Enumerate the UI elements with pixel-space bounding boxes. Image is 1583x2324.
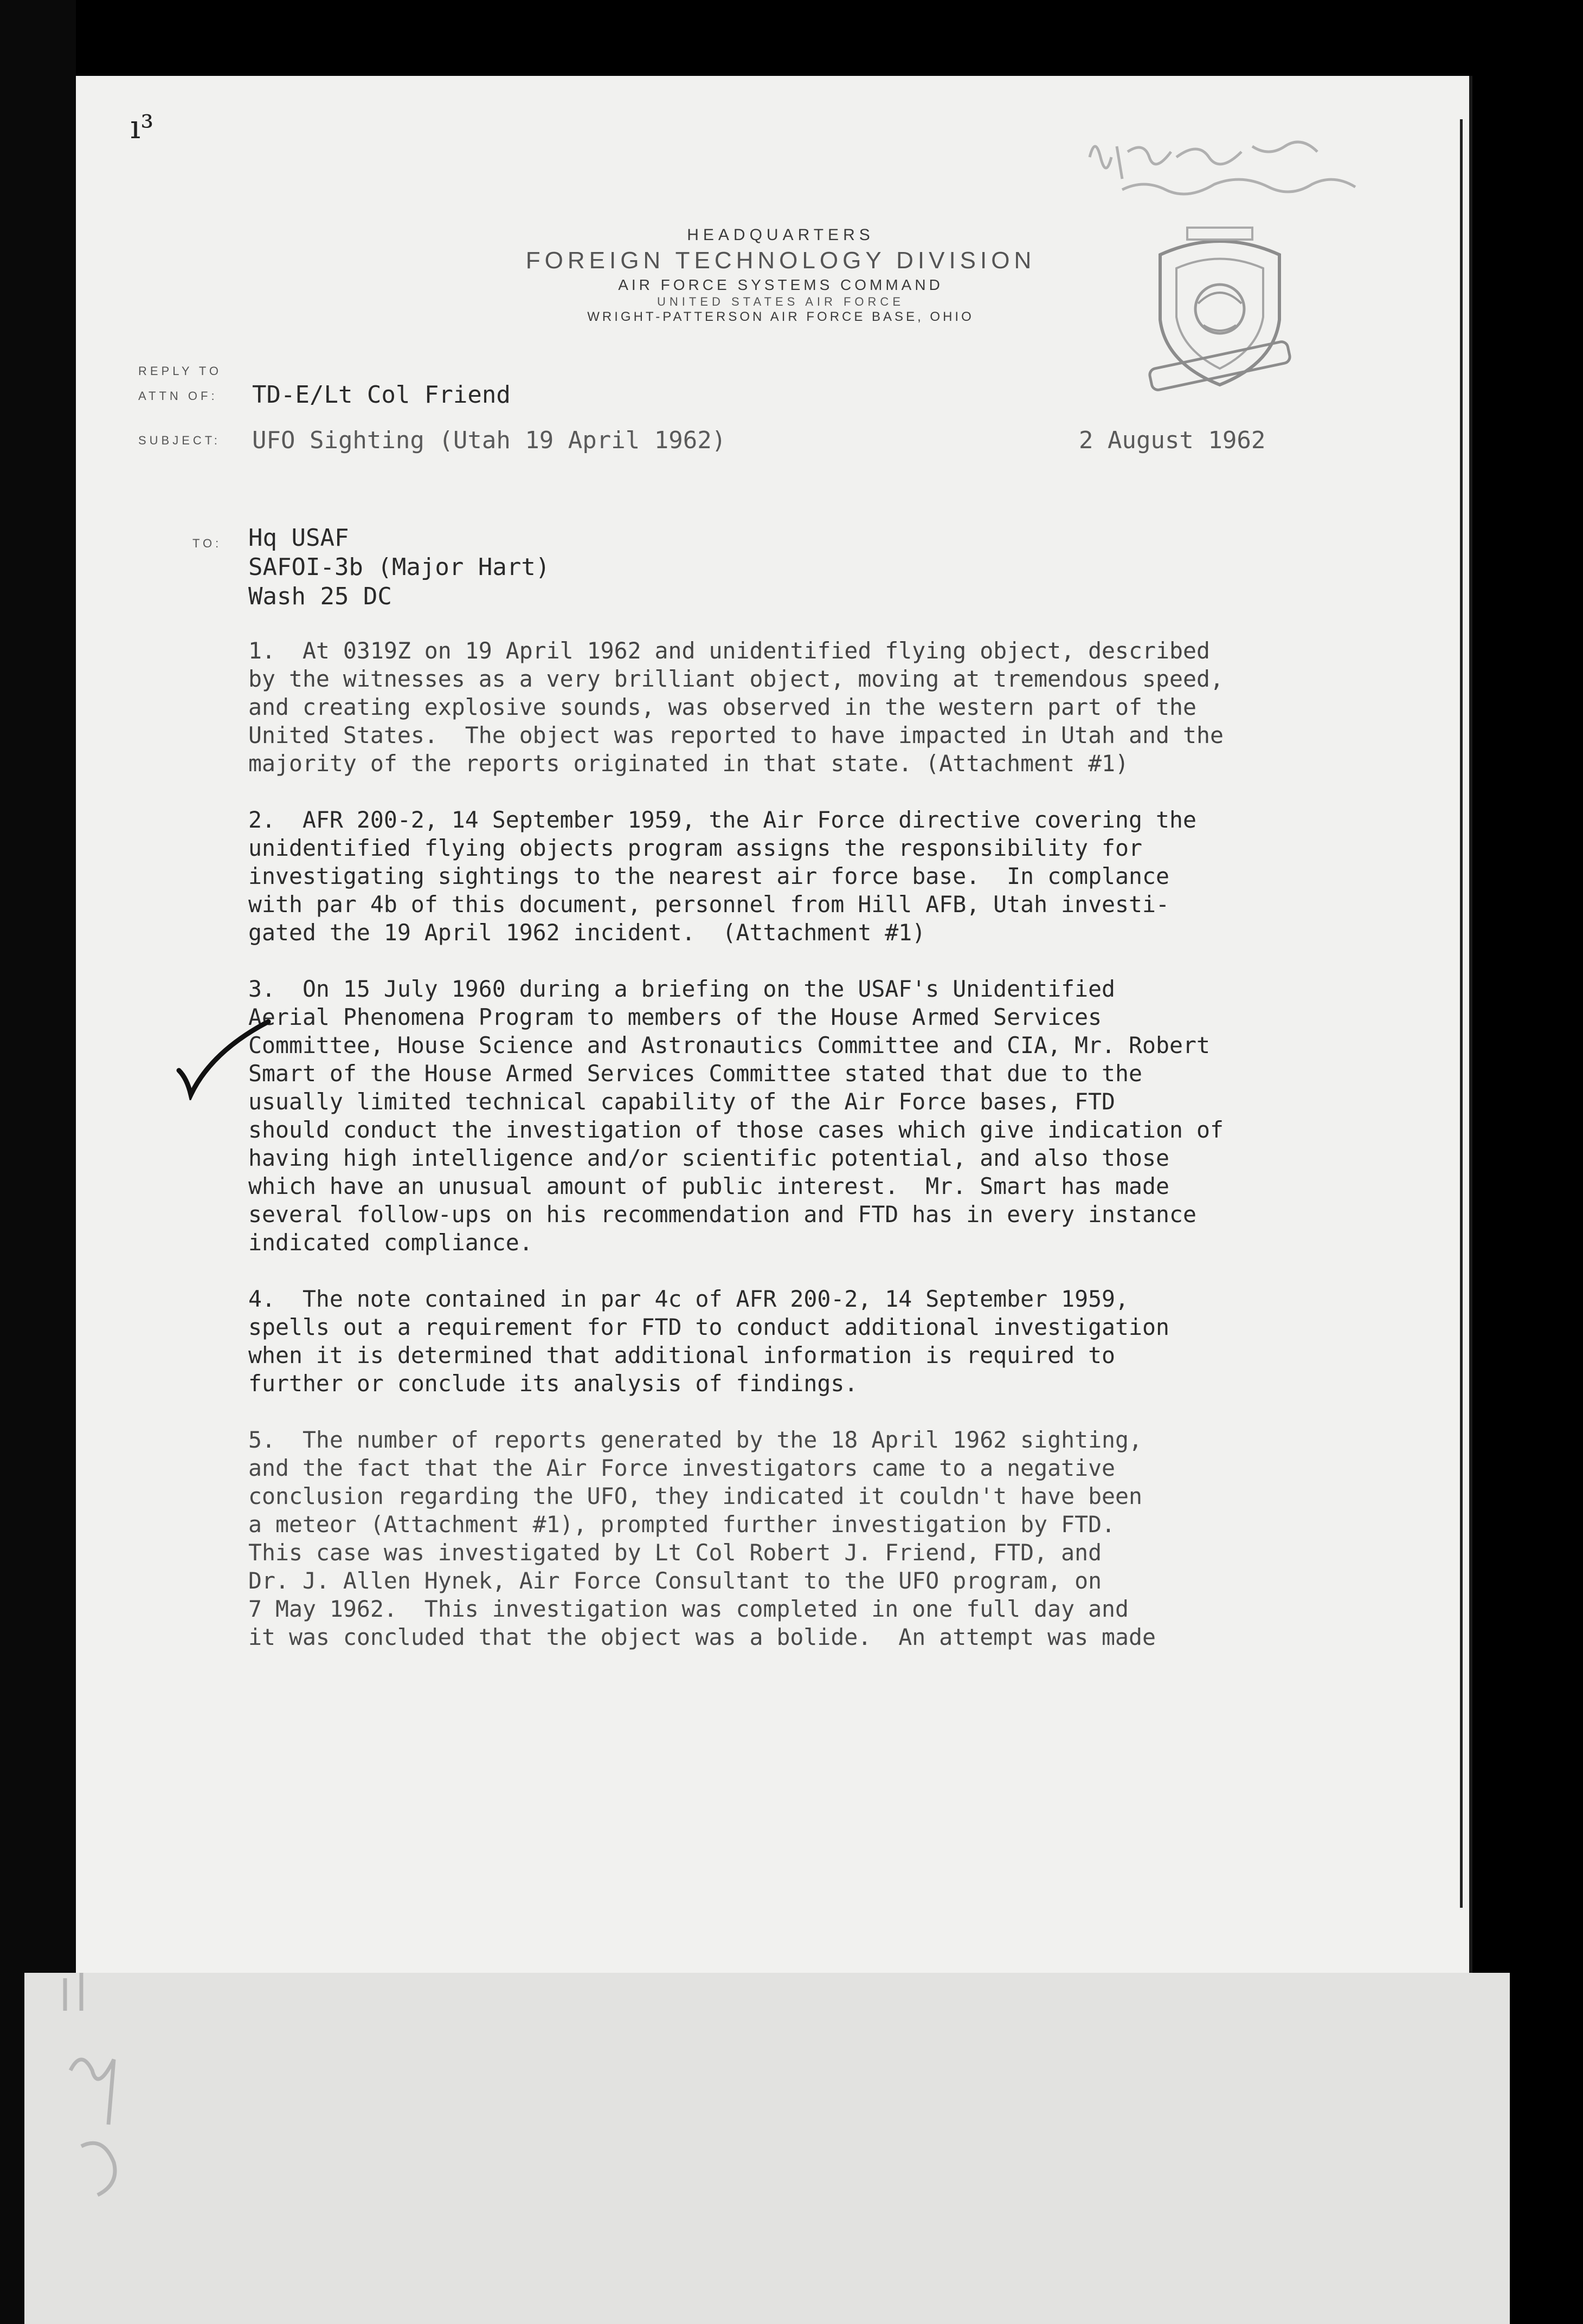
text-line: with par 4b of this document, personnel from Hill AFB, Utah investi-: [248, 891, 1169, 918]
text-line: conclusion regarding the UFO, they indicated it couldn't have been: [248, 1483, 1143, 1509]
text-line: a meteor (Attachment #1), prompted further investigation by FTD.: [248, 1511, 1116, 1538]
text-line: by the witnesses as a very brilliant object, moving at tremendous speed,: [248, 666, 1224, 692]
attn-of-label: ATTN OF:: [138, 389, 218, 403]
text-line: gated the 19 April 1962 incident. (Attachment #1): [248, 919, 926, 946]
page-edge-rule: [1460, 119, 1463, 1908]
text-line: usually limited technical capability of the Air Force bases, FTD: [248, 1088, 1116, 1115]
text-line: which have an unusual amount of public interest. Mr. Smart has made: [248, 1173, 1169, 1199]
to-label: TO:: [192, 537, 222, 550]
addressee-line: Wash 25 DC: [248, 583, 392, 610]
margin-scribble: [49, 1962, 157, 2244]
text-line: and the fact that the Air Force investigators came to a negative: [248, 1455, 1116, 1481]
paragraph-5: [248, 1426, 1333, 1651]
attn-of-value: TD-E/Lt Col Friend: [252, 381, 511, 409]
checkmark-icon: [173, 1019, 271, 1100]
subject-value: UFO Sighting (Utah 19 April 1962): [252, 427, 726, 454]
text-line: when it is determined that additional information is required to: [248, 1342, 1116, 1368]
text-line: 2. AFR 200-2, 14 September 1959, the Air Force directive covering the: [248, 806, 1196, 833]
text-line: spells out a requirement for FTD to conduct additional investigation: [248, 1314, 1169, 1340]
paragraph-2: [248, 806, 1333, 947]
text-line: should conduct the investigation of those cases which give indication of: [248, 1116, 1224, 1143]
letterhead-service: UNITED STATES AIR FORCE: [657, 294, 904, 308]
text-line: Dr. J. Allen Hynek, Air Force Consultant to the UFO program, on: [248, 1567, 1102, 1594]
text-line: 7 May 1962. This investigation was completed in one full day and: [248, 1596, 1129, 1622]
letter-date: 2 August 1962: [1079, 427, 1266, 454]
text-line: United States. The object was reported to have impacted in Utah and the: [248, 722, 1224, 748]
text-line: several follow-ups on his recommendation and FTD has in every instance: [248, 1201, 1196, 1228]
text-line: and creating explosive sounds, was observed in the western part of the: [248, 694, 1196, 720]
text-line: Committee, House Science and Astronautics Committee and CIA, Mr. Robert: [248, 1032, 1210, 1058]
subject-label: SUBJECT:: [138, 434, 221, 447]
corner-mark: ı³: [130, 108, 154, 146]
paragraph-3: [248, 975, 1333, 1257]
addressee-line: Hq USAF: [248, 524, 349, 552]
paragraph-1: [248, 637, 1333, 778]
text-line: majority of the reports originated in that state. (Attachment #1): [248, 750, 1129, 777]
text-line: unidentified flying objects program assigns the responsibility for: [248, 835, 1143, 861]
text-line: investigating sightings to the nearest air force base. In complance: [248, 863, 1169, 889]
text-line: 5. The number of reports generated by the 18 April 1962 sighting,: [248, 1426, 1143, 1453]
letterhead: [510, 225, 1052, 325]
addressee-block: [248, 524, 550, 611]
text-line: it was concluded that the object was a bolide. An attempt was made: [248, 1624, 1156, 1650]
letterhead-division: FOREIGN TECHNOLOGY DIVISION: [525, 247, 1036, 274]
paragraph-4: [248, 1285, 1333, 1398]
addressee-line: SAFOI-3b (Major Hart): [248, 553, 550, 581]
text-line: 1. At 0319Z on 19 April 1962 and unidentified flying object, described: [248, 637, 1210, 664]
text-line: 4. The note contained in par 4c of AFR 200-2, 14 September 1959,: [248, 1286, 1129, 1312]
letterhead-address: WRIGHT-PATTERSON AIR FORCE BASE, OHIO: [587, 309, 974, 324]
letterhead-headquarters: HEADQUARTERS: [687, 226, 874, 244]
text-line: 3. On 15 July 1960 during a briefing on the USAF's Unidentified: [248, 976, 1116, 1002]
letter-body: [248, 637, 1333, 1680]
text-line: further or conclude its analysis of findings.: [248, 1370, 858, 1397]
text-line: Aerial Phenomena Program to members of the House Armed Services: [248, 1004, 1102, 1030]
underlying-page: [24, 1973, 1510, 2324]
text-line: indicated compliance.: [248, 1229, 533, 1256]
text-line: having high intelligence and/or scientific potential, and also those: [248, 1145, 1169, 1171]
text-line: This case was investigated by Lt Col Robert J. Friend, FTD, and: [248, 1539, 1102, 1566]
division-seal-icon: [1138, 217, 1301, 396]
reply-to-label: REPLY TO: [138, 364, 222, 378]
text-line: Smart of the House Armed Services Committee stated that due to the: [248, 1060, 1143, 1087]
letterhead-command: AIR FORCE SYSTEMS COMMAND: [618, 276, 943, 293]
